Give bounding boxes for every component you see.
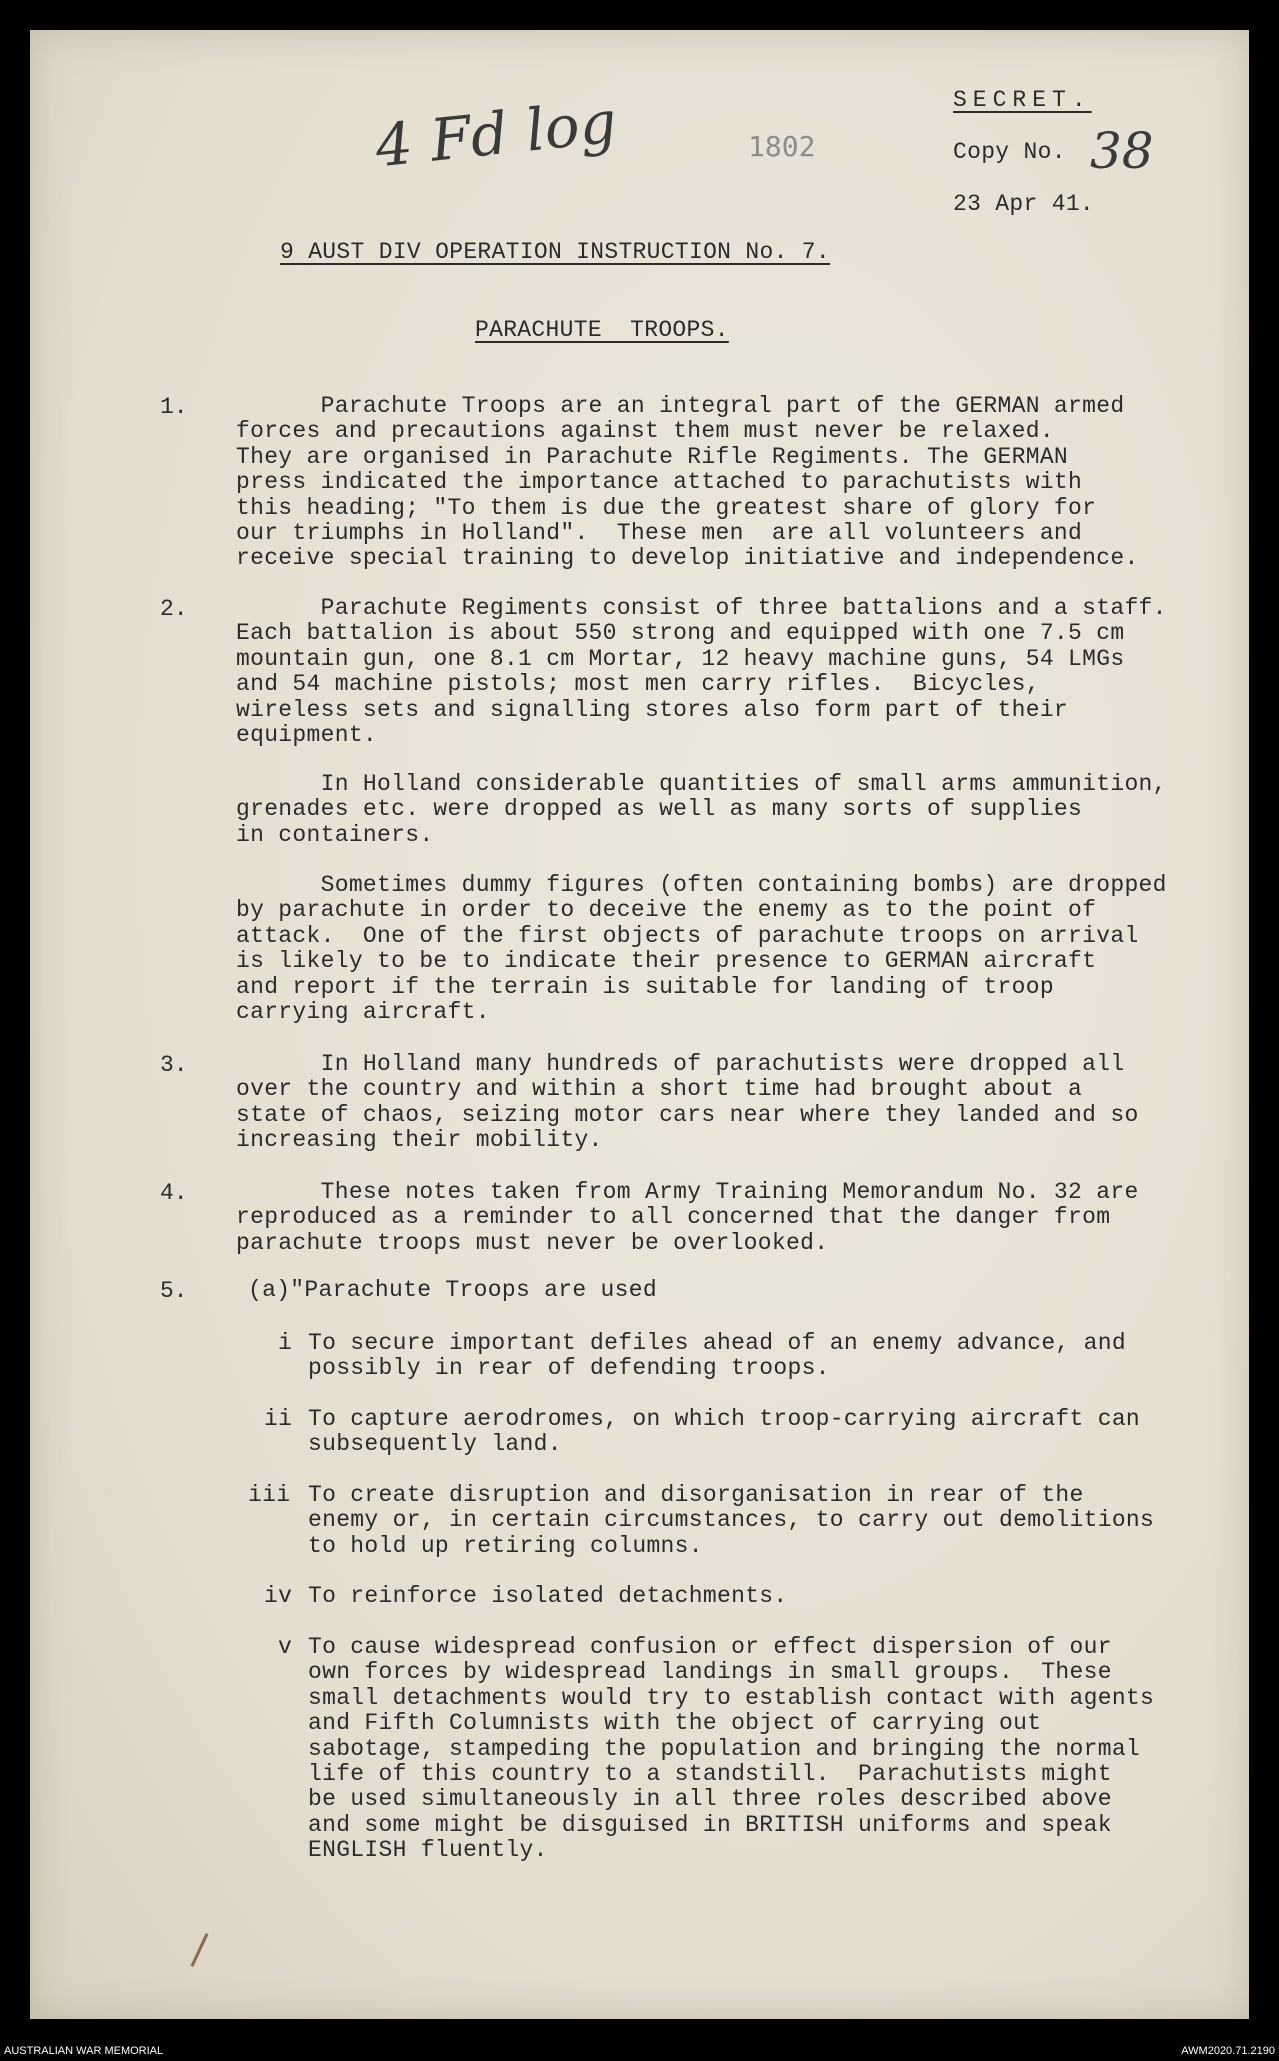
footer-left-label: AUSTRALIAN WAR MEMORIAL bbox=[4, 2045, 164, 2057]
paragraph-intro: (a)"Parachute Troops are used bbox=[248, 1277, 657, 1303]
text-line: increasing their mobility. bbox=[236, 1127, 603, 1154]
paragraph-number: 4. bbox=[160, 1180, 188, 1206]
text-line: is likely to be to indicate their presence to GERMAN aircraft bbox=[236, 948, 1097, 975]
document-title: 9 AUST DIV OPERATION INSTRUCTION No. 7. bbox=[280, 239, 830, 265]
paragraph-text bbox=[236, 772, 1167, 848]
text-line: and Fifth Columnists with the object of carrying out bbox=[308, 1710, 1042, 1737]
text-line: in containers. bbox=[236, 821, 434, 848]
text-line: sabotage, stampeding the population and bringing the normal bbox=[308, 1735, 1141, 1762]
text-line: small detachments would try to establish contact with agents bbox=[308, 1684, 1155, 1711]
list-item-text bbox=[308, 1407, 1140, 1458]
paragraph-number: 2. bbox=[160, 596, 188, 622]
text-line: equipment. bbox=[236, 722, 378, 749]
text-line: attack. One of the first objects of parachute troops on arrival bbox=[236, 922, 1139, 949]
text-line: In Holland many hundreds of parachutists were dropped all bbox=[236, 1051, 1125, 1077]
text-line: and report if the terrain is suitable for landing of troop bbox=[236, 973, 1054, 1000]
text-line: In Holland considerable quantities of small arms ammunition, bbox=[236, 771, 1167, 797]
text-line: wireless sets and signalling stores also form part of their bbox=[236, 696, 1069, 723]
text-line: To cause widespread confusion or effect dispersion of our bbox=[308, 1634, 1112, 1660]
paragraph-number: 3. bbox=[160, 1052, 188, 1078]
text-line: own forces by widespread landings in small groups. These bbox=[308, 1659, 1112, 1686]
roman-numeral: ii bbox=[264, 1406, 293, 1432]
list-item-text bbox=[308, 1483, 1154, 1559]
roman-numeral: iv bbox=[264, 1583, 293, 1609]
roman-numeral: iii bbox=[248, 1482, 291, 1508]
text-line: enemy or, in certain circumstances, to carry out demolitions bbox=[308, 1507, 1155, 1534]
text-line: reproduced as a reminder to all concerned that the danger from bbox=[236, 1204, 1111, 1231]
text-line: To capture aerodromes, on which troop-carrying aircraft can bbox=[308, 1406, 1141, 1432]
text-line: our triumphs in Holland". These men are all volunteers and bbox=[236, 520, 1083, 547]
text-line: subsequently land. bbox=[308, 1431, 562, 1458]
text-line: receive special training to develop initiative and independence. bbox=[236, 545, 1139, 572]
text-line: press indicated the importance attached to parachutists with bbox=[236, 469, 1083, 496]
text-line: over the country and within a short time had brought about a bbox=[236, 1076, 1083, 1103]
paragraph-text bbox=[236, 596, 1167, 748]
document-subtitle: PARACHUTE TROOPS. bbox=[475, 317, 729, 343]
text-line: carrying aircraft. bbox=[236, 999, 490, 1026]
text-line: and 54 machine pistols; most men carry rifles. Bicycles, bbox=[236, 671, 1040, 698]
paragraph-number: 1. bbox=[160, 394, 188, 420]
list-item-text bbox=[308, 1635, 1154, 1864]
text-line: To secure important defiles ahead of an enemy advance, and bbox=[308, 1330, 1126, 1356]
text-line: ENGLISH fluently. bbox=[308, 1837, 548, 1864]
text-line: grenades etc. were dropped as well as many sorts of supplies bbox=[236, 796, 1083, 823]
list-item-text bbox=[308, 1584, 787, 1609]
text-line: this heading; "To them is due the greatest share of glory for bbox=[236, 494, 1097, 521]
copy-number-handwritten: 38 bbox=[1090, 122, 1154, 180]
file-number-stamp: 1802 bbox=[748, 130, 816, 163]
roman-numeral: v bbox=[278, 1634, 293, 1660]
text-line: They are organised in Parachute Rifle Regiments. The GERMAN bbox=[236, 443, 1069, 470]
paragraph-text bbox=[236, 1180, 1139, 1256]
footer-right-label: AWM2020.71.2190 bbox=[1181, 2045, 1275, 2057]
list-item-text bbox=[308, 1331, 1126, 1382]
paragraph-number: 5. bbox=[160, 1278, 188, 1304]
classification-label: SECRET. bbox=[953, 87, 1092, 113]
text-line: parachute troops must never be overlooked. bbox=[236, 1229, 829, 1256]
text-line: to hold up retiring columns. bbox=[308, 1532, 703, 1559]
copy-label: Copy No. bbox=[953, 139, 1066, 165]
handwritten-note: 4 Fd log bbox=[372, 87, 620, 181]
text-line: Parachute Regiments consist of three battalions and a staff. bbox=[236, 595, 1167, 621]
text-line: To reinforce isolated detachments. bbox=[308, 1583, 788, 1609]
paragraph-text bbox=[236, 1052, 1139, 1154]
text-line: Parachute Troops are an integral part of the GERMAN armed bbox=[236, 393, 1125, 419]
text-line: Each battalion is about 550 strong and equipped with one 7.5 cm bbox=[236, 620, 1125, 647]
text-line: To create disruption and disorganisation in rear of the bbox=[308, 1482, 1084, 1508]
text-line: by parachute in order to deceive the enemy as to the point of bbox=[236, 897, 1097, 924]
text-line: state of chaos, seizing motor cars near where they landed and so bbox=[236, 1101, 1139, 1128]
paragraph-text bbox=[236, 394, 1139, 572]
document-date: 23 Apr 41. bbox=[953, 191, 1095, 217]
text-line: mountain gun, one 8.1 cm Mortar, 12 heavy machine guns, 54 LMGs bbox=[236, 645, 1125, 672]
paragraph-text bbox=[236, 873, 1167, 1025]
text-line: and some might be disguised in BRITISH uniforms and speak bbox=[308, 1811, 1112, 1838]
text-line: forces and precautions against them must never be relaxed. bbox=[236, 418, 1054, 445]
roman-numeral: i bbox=[278, 1330, 293, 1356]
text-line: life of this country to a standstill. Parachutists might bbox=[308, 1761, 1112, 1788]
text-line: possibly in rear of defending troops. bbox=[308, 1355, 830, 1382]
text-line: be used simultaneously in all three roles described above bbox=[308, 1786, 1112, 1813]
text-line: These notes taken from Army Training Memorandum No. 32 are bbox=[236, 1179, 1139, 1205]
text-line: Sometimes dummy figures (often containing bombs) are dropped bbox=[236, 872, 1167, 898]
